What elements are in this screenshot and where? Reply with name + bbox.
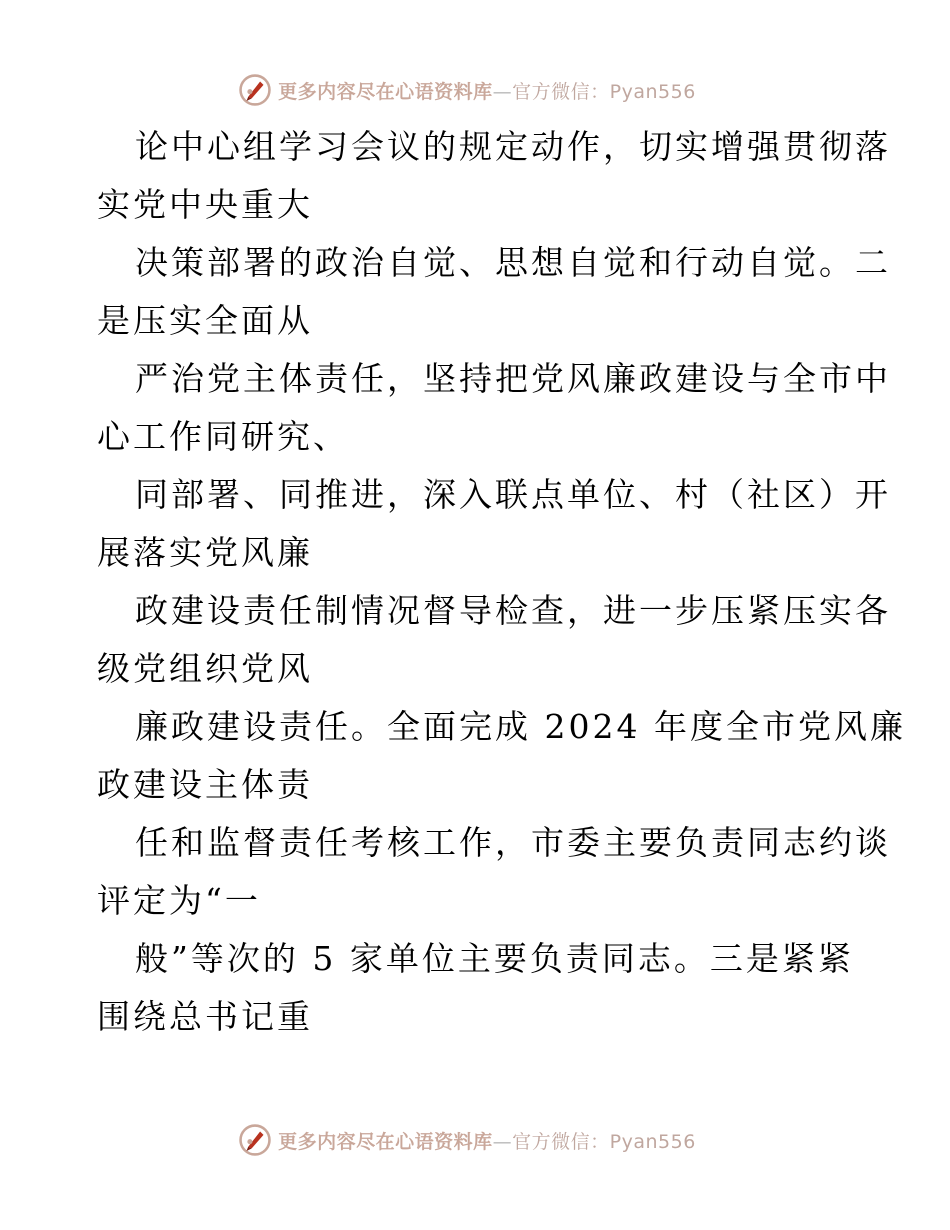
watermark-wechat: 官方微信：Pyan556 [512, 80, 696, 103]
paragraph [97, 350, 891, 466]
document-body [97, 118, 906, 1046]
pen-logo-icon [238, 1123, 272, 1157]
watermark-dash: — [492, 80, 513, 103]
paragraph [97, 466, 891, 582]
paragraph [97, 698, 906, 814]
paragraph [97, 234, 891, 350]
paragraph-line: 级党组织党风 [97, 649, 313, 688]
paragraph-line: 严治党主体责任，坚持把党风廉政建设与全市中 [135, 359, 891, 398]
paragraph-line: 廉政建设责任。全面完成 2024 年度全市党风廉 [135, 707, 906, 746]
paragraph-line: 评定为“一 [97, 881, 261, 920]
watermark-group [238, 1123, 696, 1157]
paragraph-line: 任和监督责任考核工作，市委主要负责同志约谈 [135, 823, 891, 862]
watermark-group [238, 73, 696, 107]
watermark-main: 更多内容尽在心语资料库 [278, 1130, 493, 1153]
paragraph [97, 582, 891, 698]
header-watermark [0, 70, 950, 110]
paragraph-line: 政建设责任制情况督导检查，进一步压紧压实各 [135, 591, 891, 630]
watermark-text [278, 1127, 696, 1154]
paragraph-line: 论中心组学习会议的规定动作，切实增强贯彻落 [135, 127, 891, 166]
watermark-text [278, 77, 696, 104]
paragraph-line: 是压实全面从 [97, 301, 313, 340]
paragraph-line: 展落实党风廉 [97, 533, 313, 572]
paragraph-line: 同部署、同推进，深入联点单位、村（社区）开 [135, 475, 891, 514]
paragraph-line: 决策部署的政治自觉、思想自觉和行动自觉。二 [135, 243, 891, 282]
watermark-wechat: 官方微信：Pyan556 [512, 1130, 696, 1153]
watermark-dash: — [492, 1130, 513, 1153]
paragraph-line: 政建设主体责 [97, 765, 313, 804]
paragraph-line: 般”等次的 5 家单位主要负责同志。三是紧紧 [135, 939, 854, 978]
pen-logo-icon [238, 73, 272, 107]
paragraph-line: 实党中央重大 [97, 185, 313, 224]
paragraph [97, 814, 891, 930]
paragraph-line: 心工作同研究、 [97, 417, 349, 456]
paragraph [97, 930, 857, 1046]
paragraph-line: 围绕总书记重 [97, 997, 313, 1036]
paragraph [97, 118, 891, 234]
watermark-main: 更多内容尽在心语资料库 [278, 80, 493, 103]
footer-watermark [0, 1120, 950, 1160]
